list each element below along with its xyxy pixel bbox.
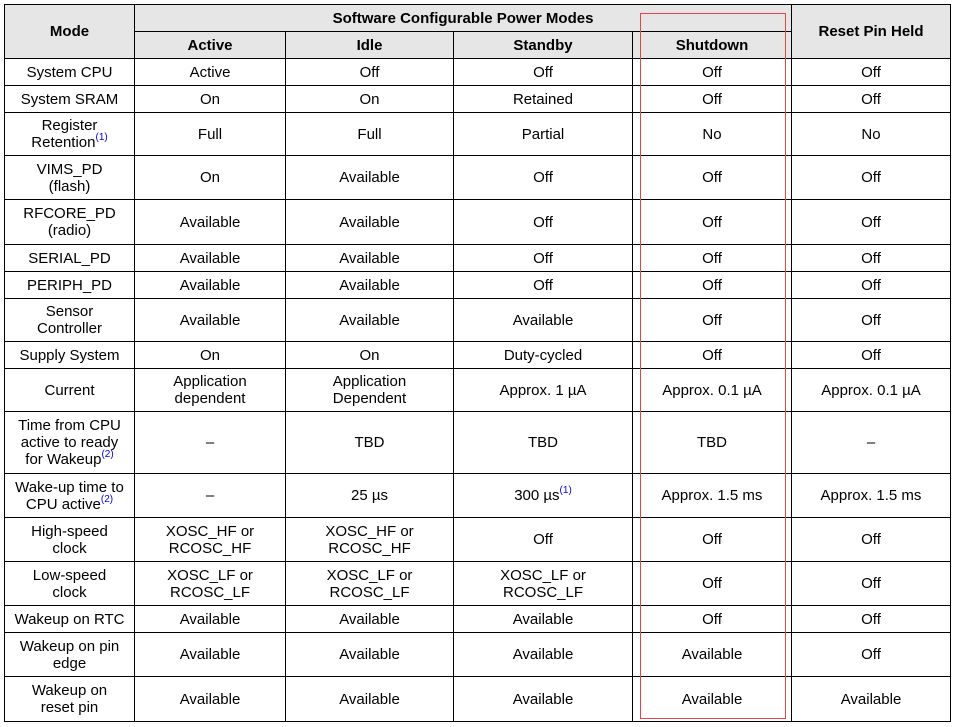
cell-shutdown: [633, 474, 792, 518]
cell-shutdown: [633, 113, 792, 156]
cell-idle: [286, 200, 454, 245]
cell-standby: [454, 677, 633, 722]
cell-text-line: Approx. 1.5 ms: [820, 487, 922, 504]
cell-text-line: Off: [702, 276, 722, 294]
cell-text-line: –: [866, 434, 876, 451]
row-label: [5, 518, 135, 562]
table-row: [5, 342, 951, 369]
cell-text-line: XOSC_HF or: [325, 522, 414, 540]
row-label: [5, 412, 135, 474]
cell-text-line: XOSC_HF or: [165, 522, 255, 540]
cell-text-line: On: [199, 346, 220, 364]
cell-text-line: Available: [179, 213, 241, 231]
cell-text-line: TBD: [528, 434, 558, 451]
cell-text-line: Available: [339, 690, 400, 708]
cell-text-line: Application: [332, 373, 407, 390]
header-idle: Idle: [286, 32, 454, 59]
cell-text-line: SERIAL_PD: [28, 249, 111, 267]
cell-idle: [286, 245, 454, 272]
cell-idle: [286, 518, 454, 562]
cell-text-line: clock: [52, 539, 87, 557]
row-label: [5, 474, 135, 518]
cell-shutdown: [633, 299, 792, 342]
cell-shutdown: [633, 677, 792, 722]
cell-text-line: Available: [339, 276, 400, 294]
cell-text-line: clock: [52, 583, 87, 601]
table-row: [5, 156, 951, 200]
cell-text-line: Off: [533, 249, 553, 267]
cell-text-line: Off: [702, 311, 722, 329]
cell-text-line: Off: [533, 276, 553, 294]
cell-reset: [792, 245, 951, 272]
cell-text-line: Off: [861, 346, 881, 364]
cell-text-line: 300 µs: [514, 487, 560, 504]
cell-text-line: Off: [702, 531, 722, 548]
cell-text-line: Off: [533, 531, 553, 548]
cell-active: [135, 518, 286, 562]
cell-text-line: Time from CPU: [18, 417, 121, 434]
cell-reset: [792, 677, 951, 722]
table-body: [5, 59, 951, 722]
cell-text-line: On: [199, 90, 220, 108]
cell-text-line: Sensor: [45, 303, 94, 320]
cell-text-line: Off: [861, 646, 881, 663]
cell-text-line: Off: [533, 169, 553, 186]
cell-text-line: dependent: [174, 390, 246, 407]
row-label: [5, 86, 135, 113]
cell-text-line: Approx. 1.5 ms: [661, 487, 763, 504]
cell-shutdown: [633, 156, 792, 200]
cell-text-line: Off: [861, 531, 881, 548]
cell-reset: [792, 562, 951, 606]
cell-text-line: Current: [44, 381, 95, 399]
cell-active: [135, 200, 286, 245]
cell-standby: [454, 562, 633, 606]
row-label: [5, 342, 135, 369]
table-row: [5, 562, 951, 606]
cell-text-line: Off: [533, 63, 553, 81]
cell-idle: [286, 606, 454, 633]
cell-idle: [286, 633, 454, 677]
cell-shutdown: [633, 412, 792, 474]
cell-idle: [286, 86, 454, 113]
cell-text-line: Off: [861, 90, 881, 108]
table-row: [5, 86, 951, 113]
cell-reset: [792, 299, 951, 342]
footnote-link[interactable]: (2): [101, 449, 114, 460]
cell-active: [135, 677, 286, 722]
table-row: [5, 200, 951, 245]
cell-text-line: active to ready: [20, 434, 119, 451]
cell-active: [135, 369, 286, 412]
cell-text-line: Available: [840, 690, 902, 708]
cell-active: [135, 342, 286, 369]
cell-text-line: System CPU: [26, 63, 113, 81]
cell-standby: [454, 245, 633, 272]
cell-text-line: Wakeup on RTC: [14, 610, 125, 628]
cell-text-line: Available: [339, 213, 400, 231]
footnote-link[interactable]: (1): [559, 485, 572, 496]
cell-standby: [454, 299, 633, 342]
row-label: [5, 245, 135, 272]
cell-reset: [792, 86, 951, 113]
cell-idle: [286, 412, 454, 474]
cell-text-line: System SRAM: [20, 90, 119, 108]
power-modes-table: [4, 4, 951, 722]
table-row: [5, 633, 951, 677]
cell-standby: [454, 369, 633, 412]
cell-text-line: Off: [861, 63, 881, 81]
cell-idle: [286, 474, 454, 518]
cell-text-line: Available: [179, 690, 241, 708]
cell-text-line: Off: [861, 610, 881, 628]
cell-standby: [454, 86, 633, 113]
table-row: [5, 412, 951, 474]
cell-standby: [454, 633, 633, 677]
cell-active: [135, 474, 286, 518]
cell-reset: [792, 412, 951, 474]
row-label: [5, 677, 135, 722]
cell-text-line: Partial: [521, 125, 565, 143]
cell-idle: [286, 562, 454, 606]
cell-shutdown: [633, 606, 792, 633]
cell-shutdown: [633, 342, 792, 369]
cell-text-line: Retention: [31, 134, 96, 151]
cell-active: [135, 412, 286, 474]
cell-text-line: Available: [339, 249, 400, 267]
cell-standby: [454, 412, 633, 474]
cell-text-line: CPU active: [25, 495, 101, 513]
cell-text-line: Approx. 1 µA: [499, 381, 587, 399]
row-label: [5, 272, 135, 299]
cell-text-line: XOSC_LF or: [500, 566, 586, 584]
table-row: [5, 113, 951, 156]
cell-active: [135, 606, 286, 633]
cell-idle: [286, 677, 454, 722]
cell-idle: [286, 113, 454, 156]
cell-text-line: (radio): [47, 222, 92, 239]
cell-idle: [286, 342, 454, 369]
cell-active: [135, 156, 286, 200]
cell-text-line: XOSC_LF or: [326, 566, 413, 584]
table-row: [5, 299, 951, 342]
cell-active: [135, 86, 286, 113]
row-label: [5, 562, 135, 606]
cell-text-line: Active: [189, 63, 231, 81]
cell-text-line: Off: [861, 276, 881, 294]
cell-text-line: Low-speed: [32, 566, 107, 584]
cell-text-line: Off: [702, 610, 722, 628]
cell-text-line: Controller: [36, 320, 103, 337]
header-reset-pin-held: Reset Pin Held: [792, 5, 951, 59]
cell-text-line: VIMS_PD: [36, 160, 103, 178]
cell-idle: [286, 299, 454, 342]
cell-text-line: Available: [179, 276, 241, 294]
cell-idle: [286, 272, 454, 299]
cell-text-line: Off: [861, 213, 881, 231]
cell-text-line: Full: [357, 125, 382, 143]
cell-standby: [454, 474, 633, 518]
cell-idle: [286, 156, 454, 200]
header-power-modes-group: Software Configurable Power Modes: [135, 5, 792, 32]
table-row: [5, 369, 951, 412]
cell-shutdown: [633, 86, 792, 113]
cell-text-line: Available: [339, 169, 400, 186]
table-row: [5, 606, 951, 633]
cell-text-line: PERIPH_PD: [26, 276, 113, 294]
cell-reset: [792, 606, 951, 633]
cell-text-line: Off: [702, 346, 722, 364]
cell-text-line: On: [199, 169, 220, 186]
cell-shutdown: [633, 633, 792, 677]
cell-shutdown: [633, 562, 792, 606]
cell-text-line: Register: [41, 117, 98, 134]
cell-text-line: Off: [702, 90, 722, 108]
footnote-link[interactable]: (2): [100, 493, 114, 505]
cell-text-line: Wakeup on: [31, 682, 108, 699]
cell-text-line: RCOSC_LF: [169, 583, 251, 601]
cell-shutdown: [633, 518, 792, 562]
cell-text-line: Off: [702, 63, 722, 81]
cell-standby: [454, 113, 633, 156]
cell-text-line: On: [359, 90, 380, 108]
cell-text-line: Off: [533, 213, 553, 231]
cell-idle: [286, 369, 454, 412]
cell-text-line: Dependent: [332, 390, 407, 407]
cell-standby: [454, 518, 633, 562]
row-label: [5, 633, 135, 677]
cell-idle: [286, 59, 454, 86]
cell-standby: [454, 200, 633, 245]
cell-text-line: XOSC_LF or: [167, 566, 253, 584]
cell-shutdown: [633, 200, 792, 245]
cell-text-line: Available: [339, 311, 400, 329]
cell-text-line: (flash): [48, 177, 91, 195]
cell-text-line: Available: [681, 690, 743, 708]
cell-text-line: Available: [512, 690, 574, 708]
cell-text-line: Wake-up time to: [15, 478, 124, 496]
cell-standby: [454, 156, 633, 200]
cell-text-line: Available: [339, 646, 400, 663]
cell-text-line: for Wakeup: [25, 451, 102, 468]
cell-text-line: Duty-cycled: [503, 346, 583, 364]
cell-text-line: edge: [52, 654, 87, 672]
cell-text-line: –: [205, 487, 215, 504]
cell-active: [135, 299, 286, 342]
cell-text-line: Available: [179, 610, 241, 628]
footnote-link[interactable]: (1): [95, 132, 108, 143]
cell-text-line: Approx. 0.1 µA: [662, 381, 762, 399]
cell-text-line: Off: [702, 169, 722, 186]
cell-text-line: 25 µs: [351, 487, 388, 504]
row-label: [5, 113, 135, 156]
cell-text-line: Available: [179, 311, 241, 329]
table-row: [5, 59, 951, 86]
cell-text-line: Available: [512, 646, 574, 663]
table-row: [5, 245, 951, 272]
cell-text-line: Off: [861, 575, 881, 592]
cell-text-line: Available: [512, 610, 574, 628]
cell-text-line: RFCORE_PD: [23, 205, 116, 222]
cell-text-line: TBD: [354, 434, 385, 451]
cell-reset: [792, 342, 951, 369]
cell-reset: [792, 156, 951, 200]
cell-reset: [792, 633, 951, 677]
cell-text-line: Available: [681, 646, 743, 663]
cell-reset: [792, 369, 951, 412]
cell-reset: [792, 474, 951, 518]
header-standby: Standby: [454, 32, 633, 59]
cell-text-line: Available: [179, 646, 241, 663]
cell-text-line: RCOSC_LF: [329, 583, 410, 601]
cell-text-line: Off: [702, 575, 722, 592]
header-mode: Mode: [5, 5, 135, 59]
table-row: [5, 272, 951, 299]
row-label: [5, 299, 135, 342]
cell-text-line: Application: [173, 373, 247, 390]
row-label: [5, 59, 135, 86]
cell-shutdown: [633, 272, 792, 299]
cell-reset: [792, 113, 951, 156]
table-row: [5, 474, 951, 518]
cell-standby: [454, 606, 633, 633]
cell-text-line: No: [702, 125, 722, 143]
cell-reset: [792, 272, 951, 299]
row-label: [5, 369, 135, 412]
cell-reset: [792, 59, 951, 86]
cell-text-line: –: [205, 434, 215, 451]
cell-text-line: Off: [861, 169, 881, 186]
cell-active: [135, 113, 286, 156]
cell-text-line: RCOSC_HF: [168, 539, 252, 557]
cell-text-line: Off: [702, 249, 722, 267]
cell-text-line: Off: [861, 249, 881, 267]
row-label: [5, 606, 135, 633]
cell-standby: [454, 342, 633, 369]
cell-text-line: Off: [702, 213, 722, 231]
cell-text-line: On: [359, 346, 380, 364]
cell-standby: [454, 59, 633, 86]
cell-text-line: Off: [359, 63, 380, 81]
cell-text-line: Supply System: [19, 346, 120, 364]
cell-text-line: Wakeup on pin: [19, 637, 120, 655]
cell-text-line: reset pin: [40, 699, 99, 716]
cell-text-line: Available: [512, 311, 574, 329]
cell-active: [135, 562, 286, 606]
cell-reset: [792, 200, 951, 245]
cell-text-line: Off: [861, 311, 881, 329]
cell-text-line: RCOSC_LF: [502, 583, 584, 601]
cell-text-line: RCOSC_HF: [328, 539, 411, 557]
cell-text-line: TBD: [697, 434, 727, 451]
cell-text-line: Retained: [512, 90, 574, 108]
cell-text-line: Available: [179, 249, 241, 267]
cell-shutdown: [633, 59, 792, 86]
cell-standby: [454, 272, 633, 299]
cell-shutdown: [633, 245, 792, 272]
row-label: [5, 200, 135, 245]
cell-text-line: High-speed: [31, 522, 108, 540]
cell-reset: [792, 518, 951, 562]
header-shutdown: Shutdown: [633, 32, 792, 59]
table-row: [5, 518, 951, 562]
cell-active: [135, 272, 286, 299]
cell-active: [135, 633, 286, 677]
cell-text-line: Full: [197, 125, 223, 143]
cell-text-line: Available: [339, 610, 400, 628]
table-row: [5, 677, 951, 722]
cell-active: [135, 245, 286, 272]
cell-shutdown: [633, 369, 792, 412]
header-active: Active: [135, 32, 286, 59]
cell-text-line: Approx. 0.1 µA: [821, 381, 921, 399]
cell-text-line: No: [861, 125, 881, 143]
row-label: [5, 156, 135, 200]
cell-active: [135, 59, 286, 86]
